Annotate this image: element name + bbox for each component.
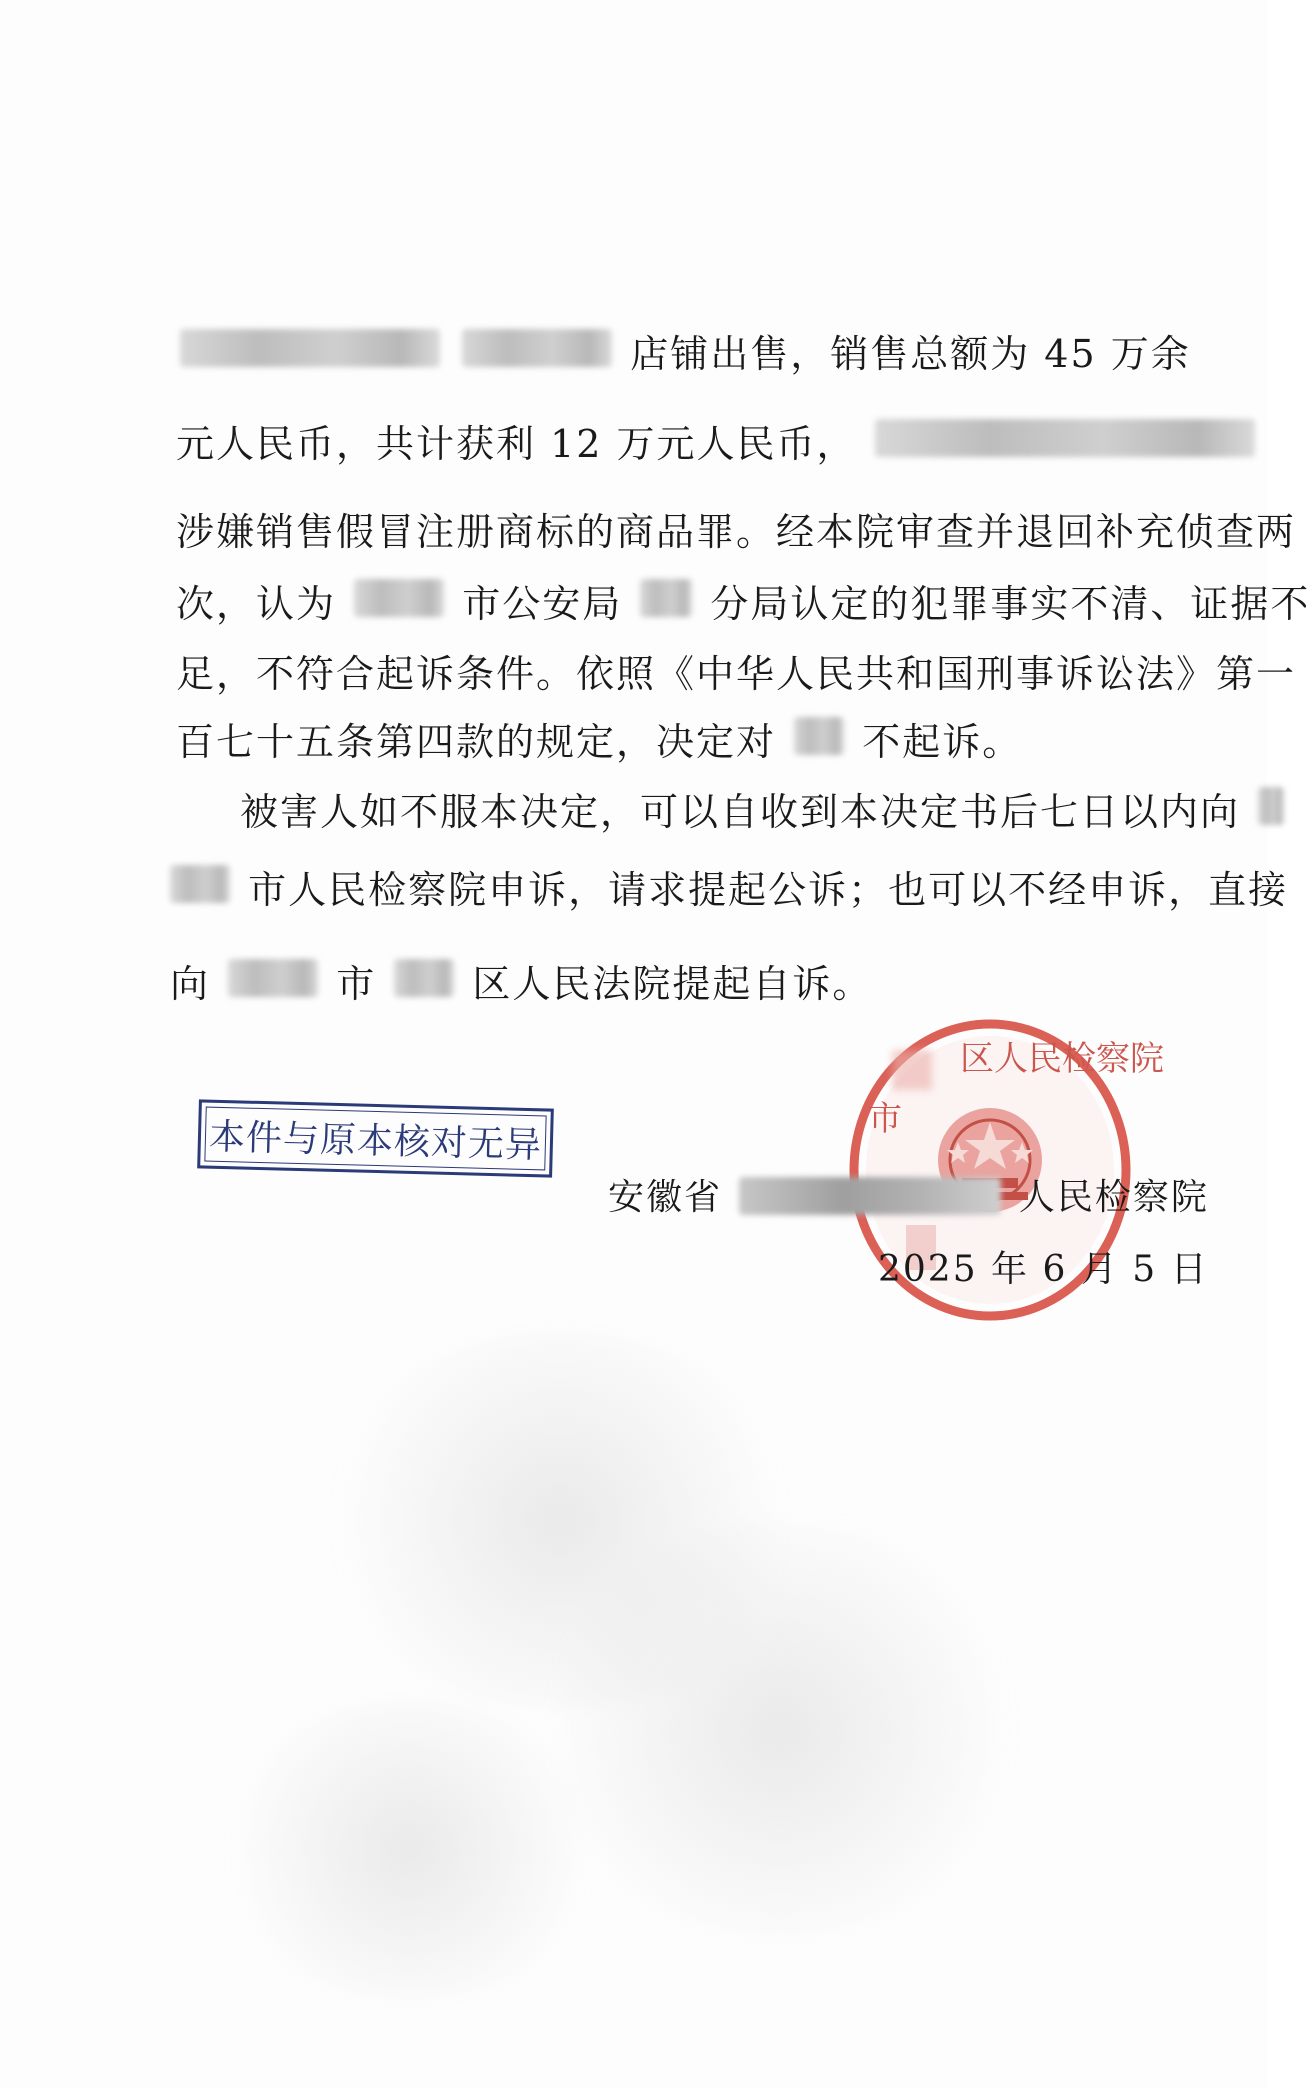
body-text: 市公安局 <box>462 582 623 626</box>
body-text: 店铺出售，销售总额为 45 万余 <box>630 332 1191 376</box>
redacted-block <box>394 959 454 997</box>
redacted-block <box>640 579 692 617</box>
signature-org-suffix: 人民检察院 <box>1018 1177 1209 1218</box>
body-text: 次，认为 <box>176 582 337 626</box>
body-line-2 <box>176 418 1259 470</box>
body-line-4 <box>176 578 1310 630</box>
seal-text-right: 区人民检察院 <box>960 1039 1164 1079</box>
redacted-block <box>1258 787 1284 825</box>
verification-stamp <box>197 1099 554 1177</box>
body-line-8 <box>166 864 1288 916</box>
body-text: 元人民币，共计获利 12 万元人民币， <box>176 422 857 466</box>
body-text: 不起诉。 <box>862 720 1023 764</box>
body-line-1 <box>176 328 1191 380</box>
body-text: 区人民法院提起自诉。 <box>472 962 873 1006</box>
body-line-6 <box>176 716 1022 768</box>
body-line-5 <box>176 648 1296 700</box>
body-text: 被害人如不服本决定，可以自收到本决定书后七日以内向 <box>240 790 1241 834</box>
body-text: 涉嫌销售假冒注册商标的商品罪。经本院审查并退回补充侦查两 <box>176 510 1297 554</box>
redacted-block <box>170 865 230 903</box>
redacted-block <box>228 959 318 997</box>
body-text: 分局认定的犯罪事实不清、证据不 <box>710 582 1310 626</box>
signature-org-prefix: 安徽省 <box>608 1177 723 1218</box>
redacted-block <box>875 419 1255 457</box>
redacted-block <box>462 329 612 367</box>
redacted-block <box>180 329 440 367</box>
body-line-3 <box>176 506 1296 558</box>
redacted-block <box>794 717 844 755</box>
signature-date-text: 2025 年 6 月 5 日 <box>878 1249 1209 1290</box>
scan-smudge <box>200 1700 620 2000</box>
verification-stamp-text: 本件与原本核对无异 <box>208 1116 543 1167</box>
seal-text-left: 市 <box>868 1099 902 1139</box>
redacted-block <box>354 579 444 617</box>
signature-date <box>878 1246 1209 1294</box>
signature-org <box>608 1174 1209 1222</box>
body-text: 足，不符合起诉条件。依照《中华人民共和国刑事诉讼法》第一 <box>176 652 1297 696</box>
redacted-block <box>739 1177 1001 1215</box>
seal-redacted-block <box>892 1050 932 1090</box>
body-text: 向 <box>170 962 211 1006</box>
body-text: 市人民检察院申诉，请求提起公诉；也可以不经申诉，直接 <box>248 868 1289 912</box>
body-line-7 <box>240 786 1288 838</box>
body-text: 市 <box>336 962 377 1006</box>
body-line-9 <box>170 958 872 1010</box>
body-text: 百七十五条第四款的规定，决定对 <box>176 720 777 764</box>
